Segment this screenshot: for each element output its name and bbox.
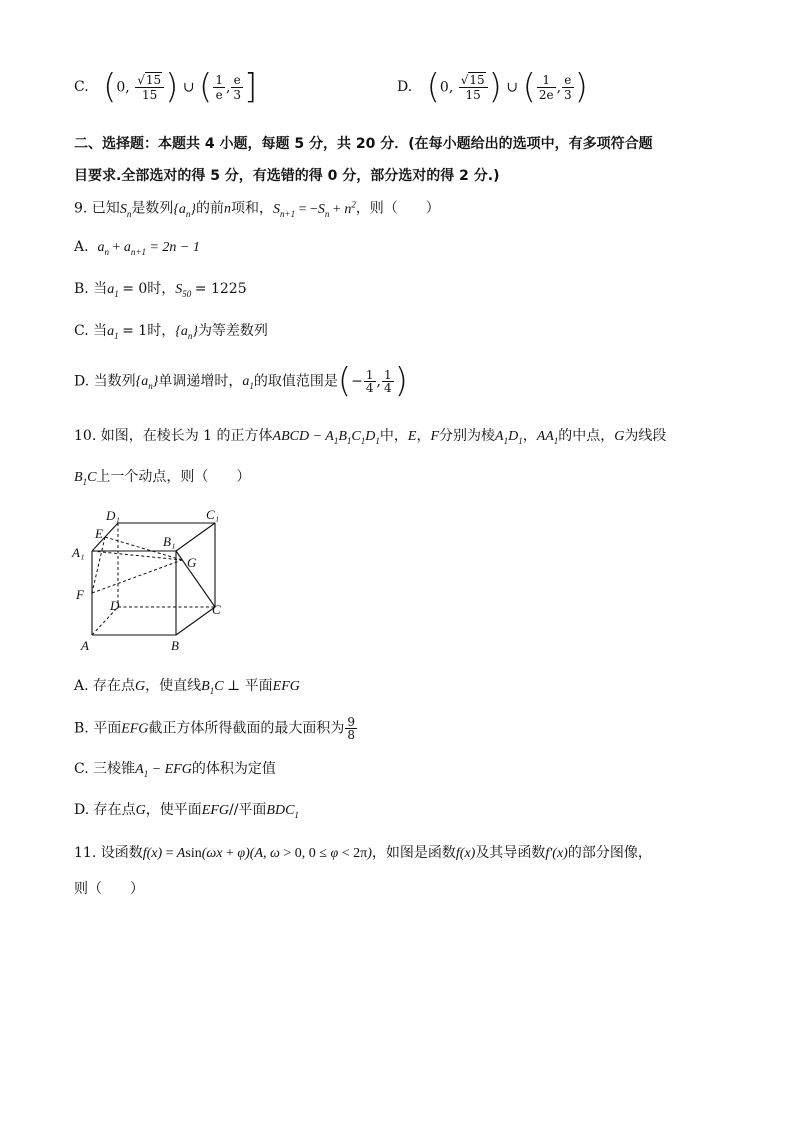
- label-B: B: [171, 638, 179, 653]
- cube-figure: [70, 505, 230, 655]
- option-label: C.: [74, 79, 89, 96]
- q10-option-c: C. 三棱锥$A_1$ − EFG的体积为定值: [74, 761, 276, 779]
- q10-option-a: A. 存在点G，使直线$B_1C$ ⊥ 平面EFG: [74, 678, 300, 696]
- q11-stem-line1: 11. 设函数f(x) = Asin(ωx + φ)(A, ω > 0, 0 ≤ φ < 2π)，如图是函数f(x)及其导函数f′(x)的部分图像，: [74, 845, 652, 861]
- label-E: E: [95, 526, 103, 541]
- label-F: F: [76, 587, 84, 602]
- label-C1: C₁: [206, 507, 220, 522]
- q10-option-d: D. 存在点G，使平面EFG//平面$BDC_1$: [74, 802, 299, 820]
- q10-stem-line2: $B_1C$上一个动点，则（ ）: [74, 469, 251, 487]
- section-heading-line2: 目要求.全部选对的得 5 分，有选错的得 0 分，部分选对的得 2 分.): [74, 168, 500, 184]
- q9-option-c: C. 当$a_1 = 1$时，$\{a_n\}$为等差数列: [74, 323, 268, 341]
- q9-option-b: B. 当$a_1 = 0$时，$S_{50} = 1225$: [74, 281, 247, 299]
- label-D: D: [110, 598, 120, 613]
- q10-option-b: B. 平面EFG截正方体所得截面的最大面积为 $\frac{9}{8}$: [74, 715, 356, 742]
- q9-stem: 9. 已知$S_n$是数列$\{a_n\}$的前n项和，$S_{n+1} = -S_n + n^2$，则（ ）: [74, 199, 440, 219]
- label-A: A: [81, 638, 89, 653]
- q9-option-a: A. $a_n + a_{n+1} = 2n - 1$: [74, 239, 200, 257]
- option-label: D.: [397, 79, 413, 96]
- q9-option-d: D. 当数列$\{a_n\}$单调递增时，$a_1$的取值范围是(− $\frac{1}{4}$ , $\frac{1}{4}$ ): [74, 361, 408, 401]
- label-D1: D₁: [106, 508, 120, 523]
- label-C: C: [212, 602, 221, 617]
- label-B1: B₁: [163, 534, 176, 549]
- q11-stem-line2: 则（ ）: [74, 881, 144, 897]
- option-d-q8: D. (0, $\frac{√15}{15}$ ) ∪ ( $\frac{1}{2e}$ , $\frac{e}{3}$ ): [397, 67, 588, 107]
- label-A1: A₁: [72, 545, 85, 560]
- label-G: G: [187, 555, 197, 570]
- section-heading-line1: 二、选择题：本题共 4 小题，每题 5 分，共 20 分．(在每小题给出的选项中，有多项符合题: [74, 136, 653, 152]
- q10-stem-line1: 10. 如图，在棱长为 1 的正方体ABCD − $A_1B_1C_1D_1$中，E，F分别为棱$A_1D_1$，$AA_1$的中点，G为线段: [74, 428, 667, 446]
- option-c-q8: C. (0, $\frac{√15}{15}$ ) ∪ ( $\frac{1}{e}$ , $\frac{e}{3}$ ]: [74, 67, 258, 107]
